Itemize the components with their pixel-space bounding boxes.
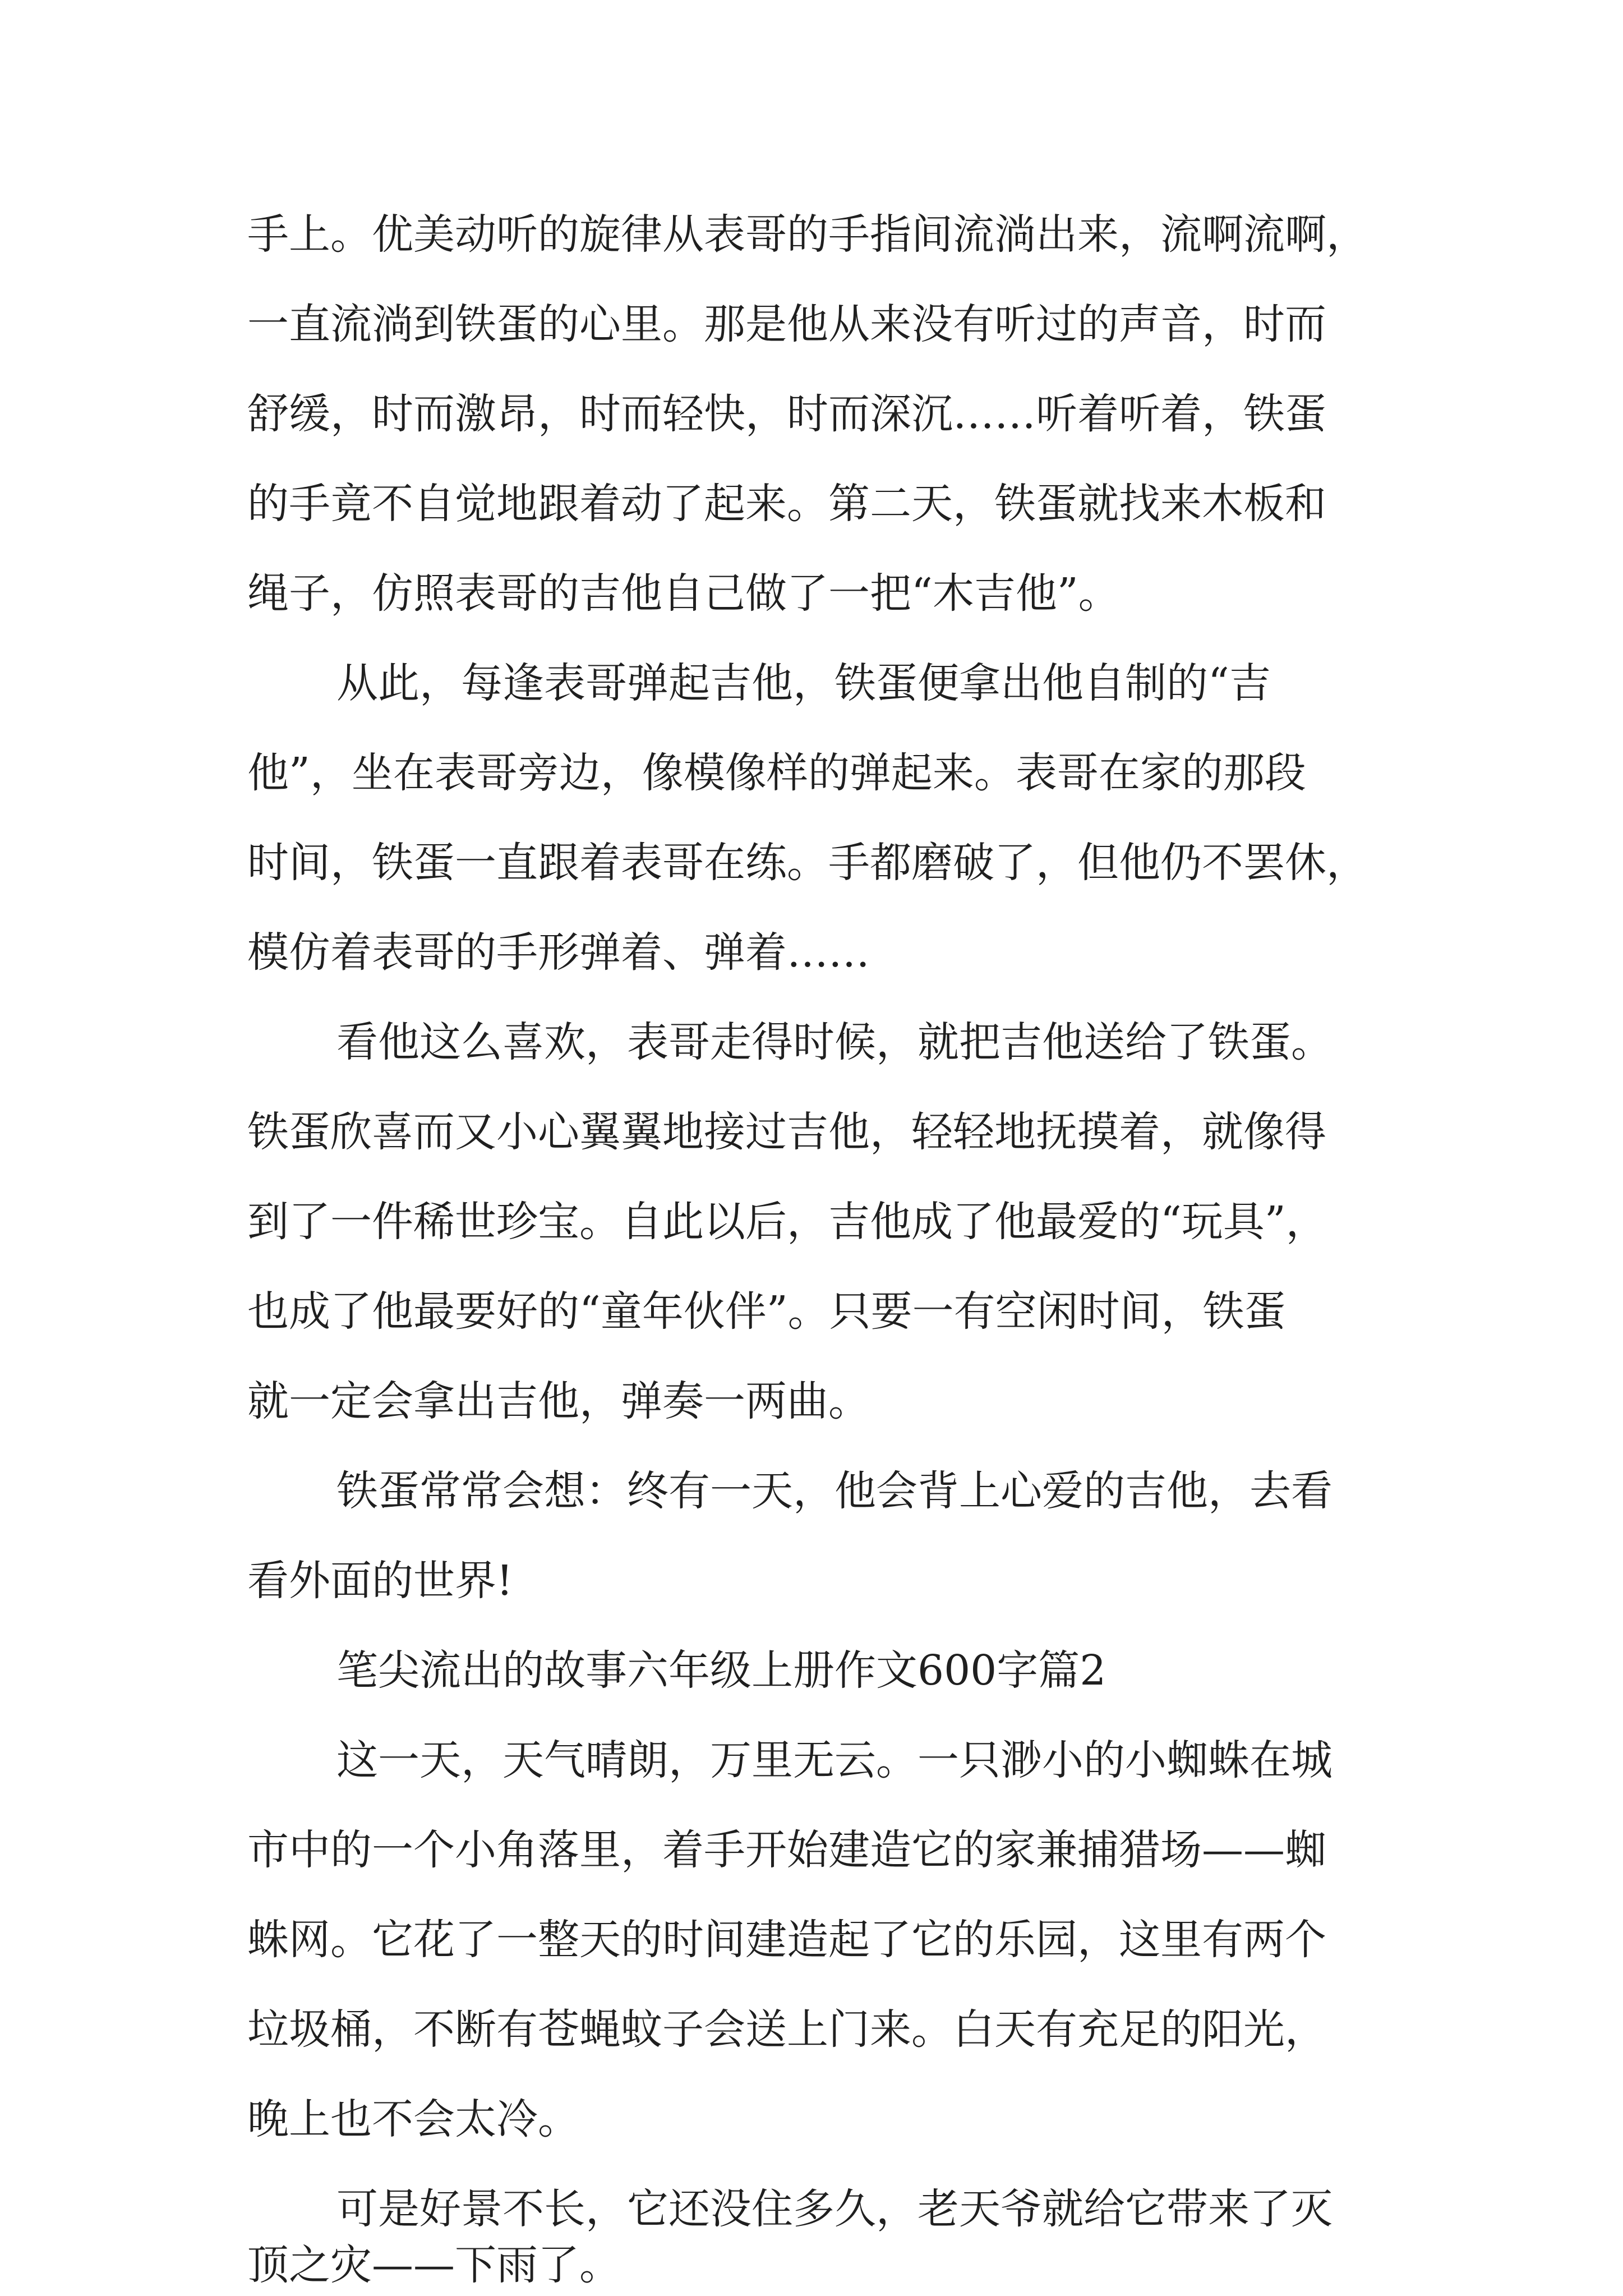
text-line: 顶之灾——下雨了。 <box>247 2241 621 2289</box>
section-title: 笔尖流出的故事六年级上册作文600字篇2 <box>336 1646 1106 1695</box>
text-line: 铁蛋欣喜而又小心翼翼地接过吉他，轻轻地抚摸着，就像得 <box>247 1108 1326 1156</box>
text-line: 舒缓，时而激昂，时而轻快，时而深沉……听着听着，铁蛋 <box>247 390 1326 438</box>
text-line: 市中的一个小角落里，着手开始建造它的家兼捕猎场——蜘 <box>247 1826 1326 1874</box>
text-line: 绳子，仿照表哥的吉他自己做了一把“木吉他”。 <box>247 569 1120 618</box>
text-line: 手上。优美动听的旋律从表哥的手指间流淌出来，流啊流啊， <box>247 210 1368 259</box>
text-line: 晚上也不会太冷。 <box>247 2095 579 2143</box>
text-line: 他”，坐在表哥旁边，像模像样的弹起来。表哥在家的那段 <box>247 749 1306 797</box>
text-line: 到了一件稀世珍宝。自此以后，吉他成了他最爱的“玩具”， <box>247 1198 1327 1246</box>
text-line: 可是好景不长，它还没住多久，老天爷就给它带来了灭 <box>336 2185 1332 2233</box>
text-line: 看外面的世界! <box>247 1557 513 1605</box>
text-line: 看他这么喜欢，表哥走得时候，就把吉他送给了铁蛋。 <box>336 1018 1332 1066</box>
text-line: 时间，铁蛋一直跟着表哥在练。手都磨破了，但他仍不罢休， <box>247 839 1368 887</box>
text-line: 模仿着表哥的手形弹着、弹着…… <box>247 928 870 977</box>
text-line: 也成了他最要好的“童年伙伴”。只要一有空闲时间，铁蛋 <box>247 1287 1286 1336</box>
text-line: 这一天，天气晴朗，万里无云。一只渺小的小蜘蛛在城 <box>336 1736 1332 1784</box>
text-line: 从此，每逢表哥弹起吉他，铁蛋便拿出他自制的“吉 <box>336 659 1271 707</box>
text-line: 垃圾桶，不断有苍蝇蚊子会送上门来。白天有充足的阳光， <box>247 2005 1326 2054</box>
text-line: 一直流淌到铁蛋的心里。那是他从来没有听过的声音，时而 <box>247 300 1326 348</box>
text-line: 的手竟不自觉地跟着动了起来。第二天，铁蛋就找来木板和 <box>247 480 1326 528</box>
text-line: 铁蛋常常会想：终有一天，他会背上心爱的吉他，去看 <box>336 1467 1332 1515</box>
text-line: 蛛网。它花了一整天的时间建造起了它的乐园，这里有两个 <box>247 1916 1326 1964</box>
text-line: 就一定会拿出吉他，弹奏一两曲。 <box>247 1377 870 1425</box>
